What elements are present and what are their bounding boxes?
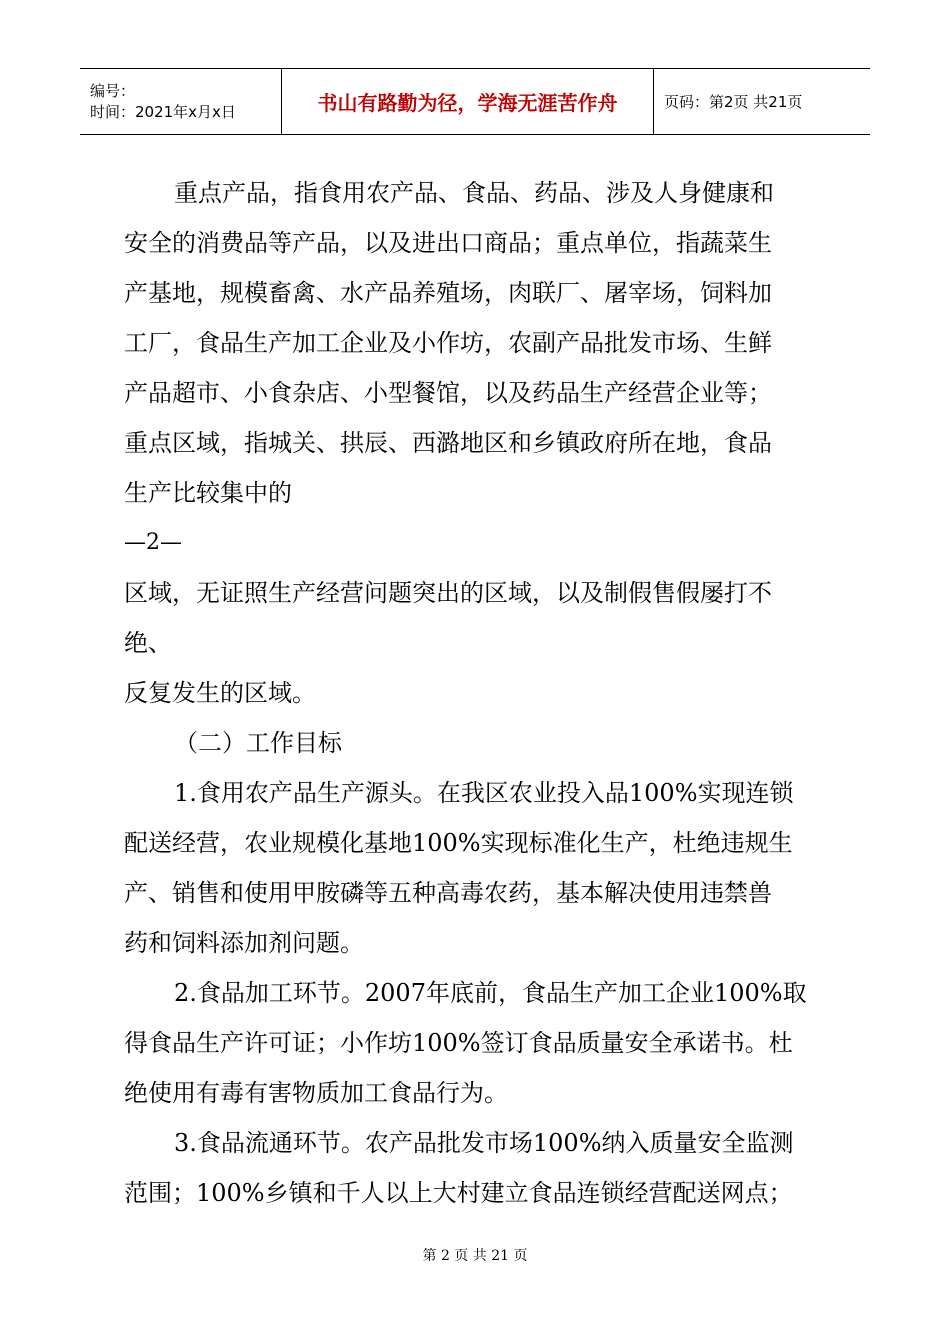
section-heading: （二）工作目标 <box>174 729 342 757</box>
inline-page-marker: —2— <box>124 530 182 555</box>
body-line: 重点产品，指食用农产品、食品、药品、涉及人身健康和 <box>174 179 774 207</box>
body-line: 产、销售和使用甲胺磷等五种高毒农药，基本解决使用违禁兽 <box>124 879 772 907</box>
motto-text: 书山有路勤为径，学海无涯苦作舟 <box>317 91 618 115</box>
page-footer <box>0 1245 950 1265</box>
body-line: 得食品生产许可证；小作坊100%签订食品质量安全承诺书。杜 <box>124 1029 793 1057</box>
body-line: 区域，无证照生产经营问题突出的区域，以及制假售假屡打不 <box>124 579 772 607</box>
page-header <box>80 68 870 135</box>
body-line: 范围；100%乡镇和千人以上大村建立食品连锁经营配送网点； <box>124 1179 793 1207</box>
body-line: 绝、 <box>124 629 172 657</box>
body-line: 反复发生的区域。 <box>124 679 316 707</box>
body-line: 生产比较集中的 <box>124 479 292 507</box>
body-line: 配送经营，农业规模化基地100%实现标准化生产，杜绝违规生 <box>124 829 793 857</box>
body-line: 药和饲料添加剂问题。 <box>124 929 364 957</box>
body-line: 3.食品流通环节。农产品批发市场100%纳入质量安全监测 <box>174 1129 794 1157</box>
header-meta <box>80 69 282 134</box>
footer-page-number: 第 2 页 共 21 页 <box>422 1248 528 1264</box>
body-line: 重点区域，指城关、拱辰、西潞地区和乡镇政府所在地，食品 <box>124 429 772 457</box>
body-line: 1.食用农产品生产源头。在我区农业投入品100%实现连锁 <box>174 779 794 807</box>
body-line: 产品超市、小食杂店、小型餐馆，以及药品生产经营企业等； <box>124 379 772 407</box>
body-line: 工厂，食品生产加工企业及小作坊，农副产品批发市场、生鲜 <box>124 329 772 357</box>
body-line: 产基地，规模畜禽、水产品养殖场，肉联厂、屠宰场，饲料加 <box>124 279 772 307</box>
body-line: 绝使用有毒有害物质加工食品行为。 <box>124 1079 508 1107</box>
document-number-label: 编号： <box>90 81 136 100</box>
document-body <box>124 168 824 1218</box>
body-line: 2.食品加工环节。2007年底前，食品生产加工企业100%取 <box>174 979 807 1007</box>
header-motto <box>282 69 654 134</box>
document-time-label: 时间：2021年x月x日 <box>90 102 236 121</box>
page-info-text: 页码：第2页 共21页 <box>664 93 803 111</box>
body-line: 安全的消费品等产品，以及进出口商品；重点单位，指蔬菜生 <box>124 229 772 257</box>
header-page-info <box>654 69 870 134</box>
